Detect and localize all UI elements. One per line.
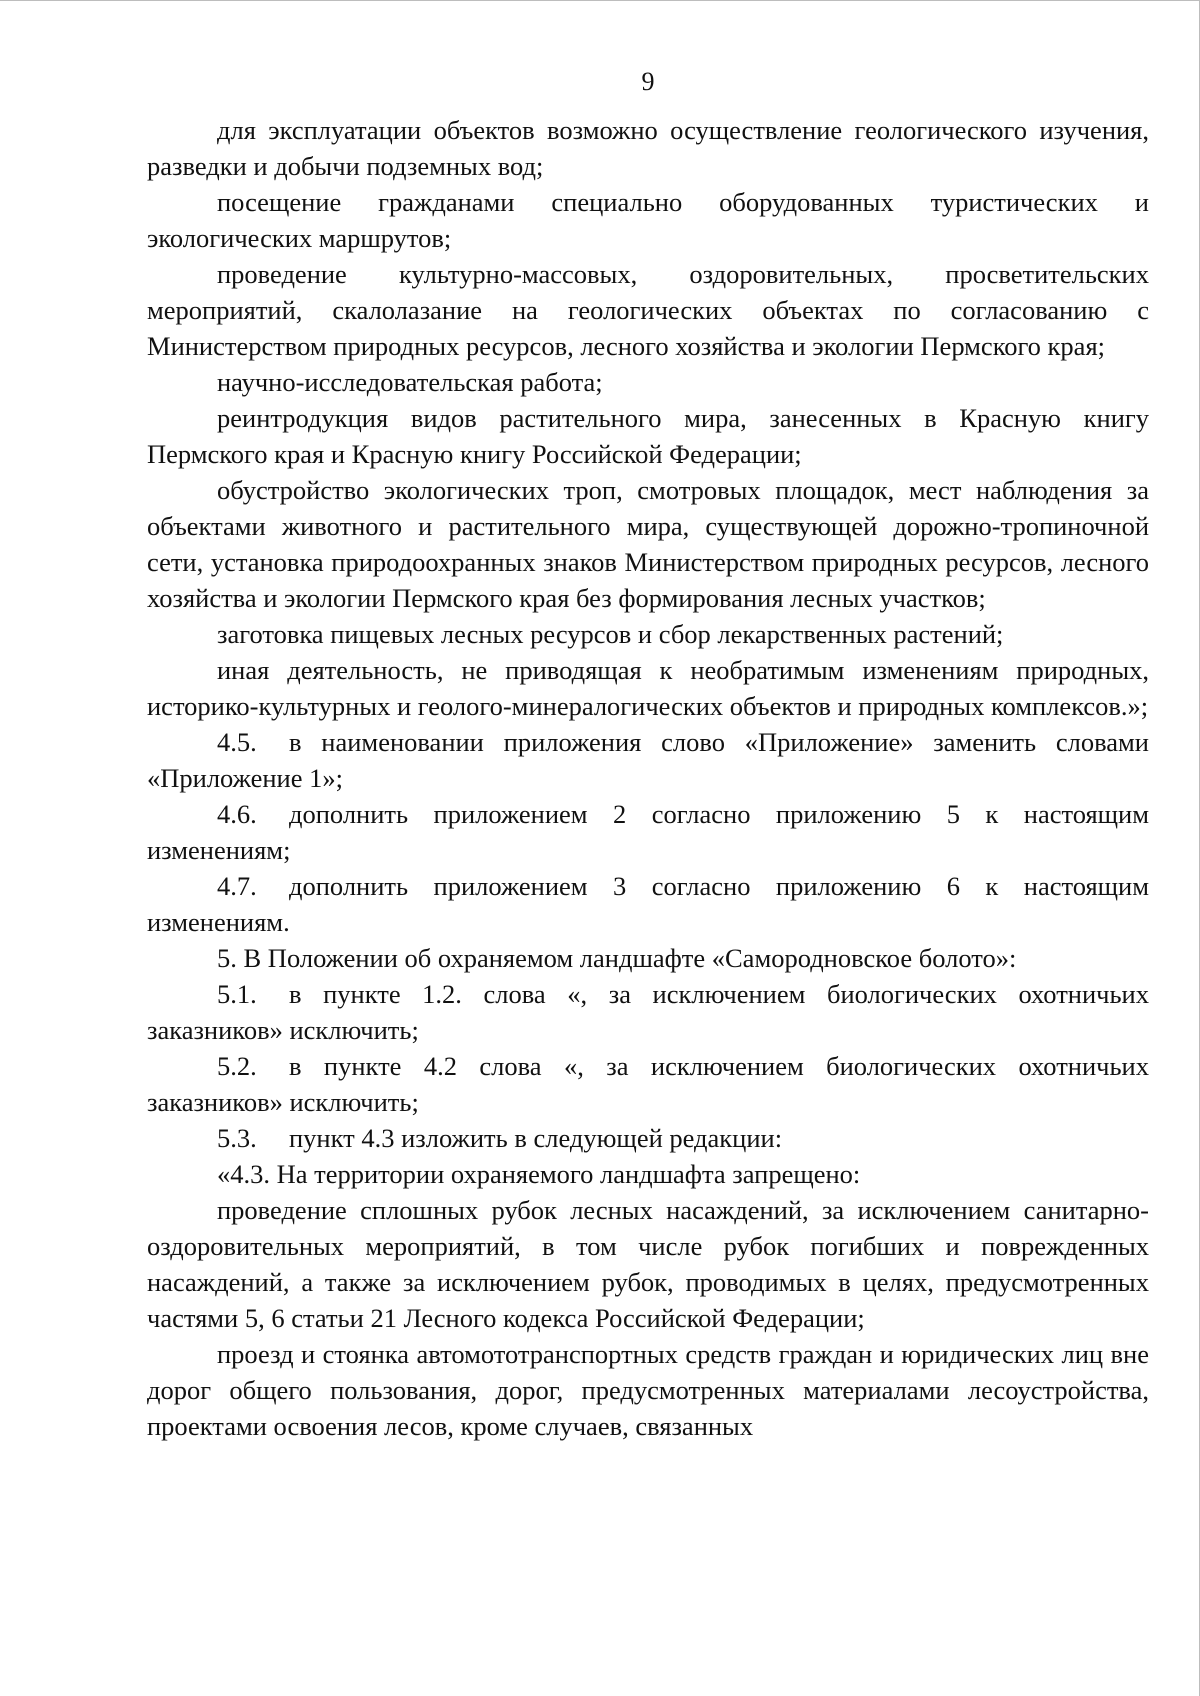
item-5-1 [147,976,1149,1048]
paragraph-other-activity: иная деятельность, не приводящая к необратимым изменениям природных, историко-культурных и геолого-минералогических объектов и природных комплексов.»; [147,655,1149,721]
paragraph-events: проведение культурно-массовых, оздоровительных, просветительских мероприятий, скалолазание на геологических объектах по согласованию с Министерством природных ресурсов, лесного хозяйства и экологии Пермского края; [147,259,1149,361]
page-number: 9 [641,67,655,96]
item-4-5 [147,724,1149,796]
section-5-heading: 5. В Положении об охраняемом ландшафте «Самородновское болото»: [217,943,1017,973]
paragraph-routes: посещение гражданами специально оборудованных туристических и экологических маршрутов; [147,187,1149,253]
item-number: 5.3. [217,1123,257,1153]
item-text: дополнить приложением 3 согласно приложению 6 к настоящим изменениям. [147,871,1149,937]
paragraph-reintroduction: реинтродукция видов растительного мира, занесенных в Красную книгу Пермского края и Красную книгу Российской Федерации; [147,403,1149,469]
paragraph-trails: обустройство экологических троп, смотровых площадок, мест наблюдения за объектами животного и растительного мира, существующей дорожно-тропиночной сети, установка природоохранных знаков Министерством природных ресурсов, лесного хозяйства и экологии Пермского края без формирования лесных участков; [147,475,1149,613]
item-number: 4.6. [217,799,257,829]
item-text: дополнить приложением 2 согласно приложению 5 к настоящим изменениям; [147,799,1149,865]
item-number: 4.5. [217,727,257,757]
item-number: 5.2. [217,1051,257,1081]
paragraph-research: научно-исследовательская работа; [217,367,603,397]
paragraph-clear-cutting: проведение сплошных рубок лесных насаждений, за исключением санитарно-оздоровительных мероприятий, в том числе рубок погибших и поврежденных насаждений, а также за исключением рубок, проводимых в целях, предусмотренных частями 5, 6 статьи 21 Лесного кодекса Российской Федерации; [147,1195,1149,1333]
item-text: пункт 4.3 изложить в следующей редакции: [289,1123,783,1153]
item-4-7 [147,868,1149,940]
item-text: в пункте 4.2 слова «, за исключением биологических охотничьих заказников» исключить; [147,1051,1149,1117]
item-number: 5.1. [217,979,257,1009]
paragraph-vehicles: проезд и стоянка автомототранспортных средств граждан и юридических лиц вне дорог общего пользования, дорог, предусмотренных материалами лесоустройства, проектами освоения лесов, кроме случаев, связанных [147,1339,1149,1441]
item-number: 4.7. [217,871,257,901]
item-text: в наименовании приложения слово «Приложение» заменить словами «Приложение 1»; [147,727,1149,793]
item-5-3 [147,1120,1149,1156]
paragraph-harvesting: заготовка пищевых лесных ресурсов и сбор лекарственных растений; [217,619,1004,649]
item-4-6 [147,796,1149,868]
item-5-2 [147,1048,1149,1120]
paragraph-groundwater: для эксплуатации объектов возможно осуществление геологического изучения, разведки и добычи подземных вод; [147,115,1149,181]
document-text [147,112,1149,1444]
clause-4-3-heading: «4.3. На территории охраняемого ландшафта запрещено: [217,1159,861,1189]
item-text: в пункте 1.2. слова «, за исключением биологических охотничьих заказников» исключить; [147,979,1149,1045]
